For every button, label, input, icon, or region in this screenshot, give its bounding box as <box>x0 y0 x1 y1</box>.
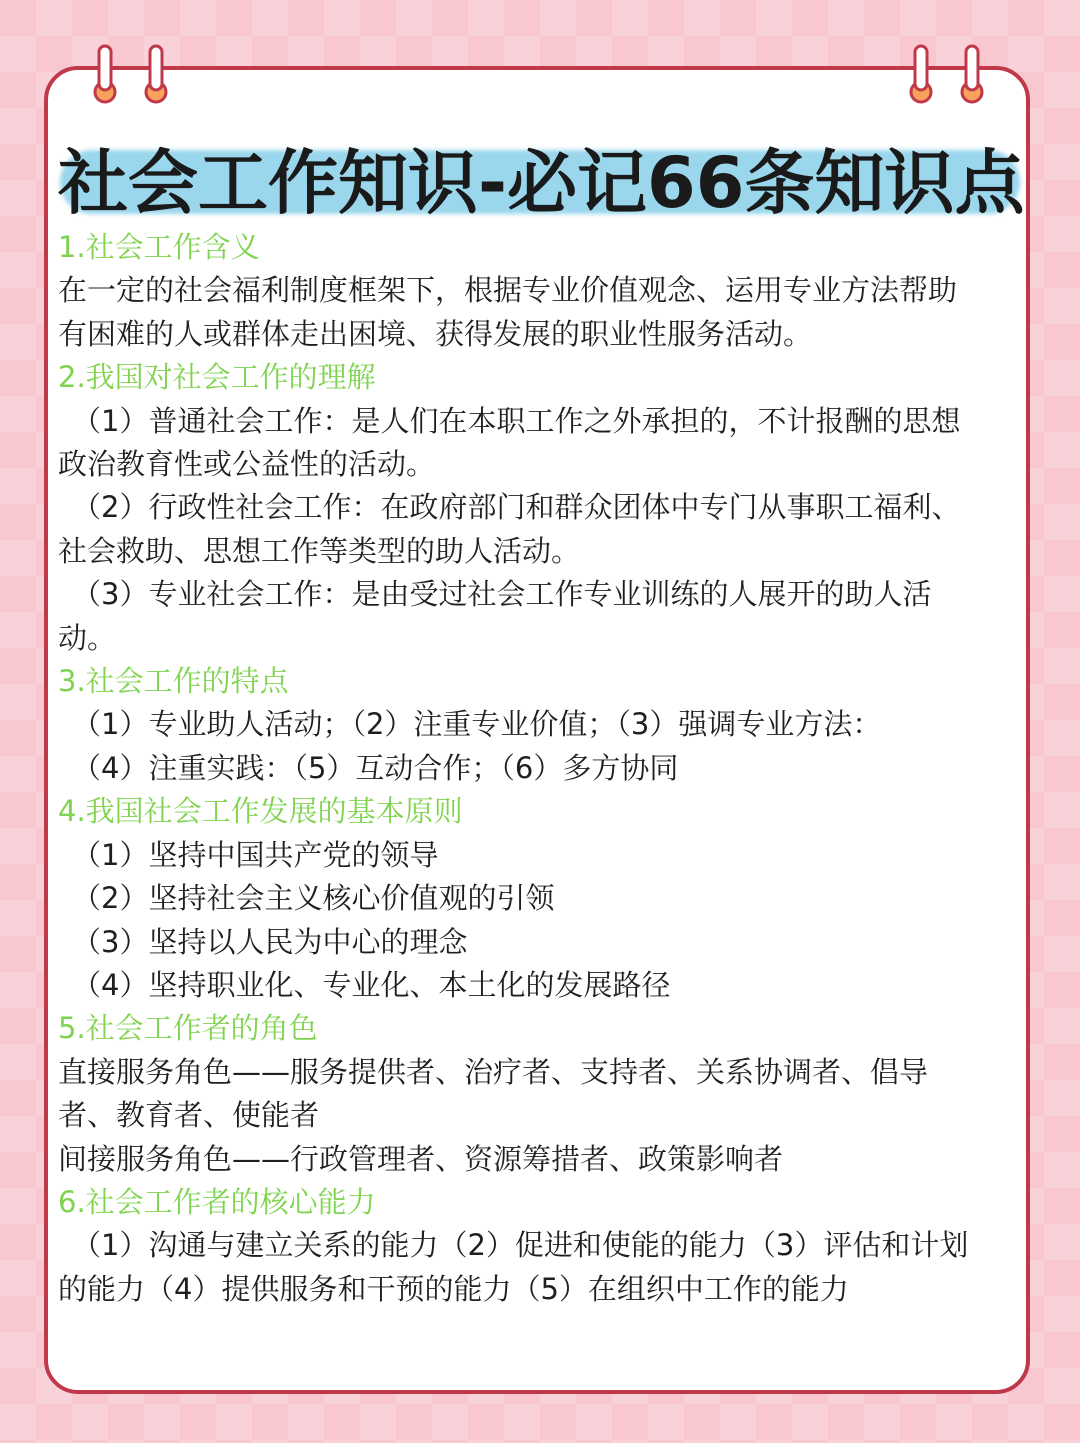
text-line: 政治教育性或公益性的活动。 <box>58 447 436 482</box>
text-line: （1）坚持中国共产党的领导 <box>72 837 439 872</box>
text-line: （2）坚持社会主义核心价值观的引领 <box>72 881 555 916</box>
section-heading: 1.社会工作含义 <box>58 230 260 264</box>
text-line: 者、教育者、使能者 <box>58 1098 320 1133</box>
section-heading: 5.社会工作者的角色 <box>58 1011 318 1046</box>
text-line: （2）行政性社会工作：在政府部门和群众团体中专门从事职工福利、 <box>72 490 961 525</box>
section-heading: 4.我国社会工作发展的基本原则 <box>58 794 463 829</box>
text-line: 动。 <box>58 620 117 655</box>
text-line: （1）普通社会工作：是人们在本职工作之外承担的，不计报酬的思想 <box>72 403 961 438</box>
text-line: （4）坚持职业化、专业化、本土化的发展路径 <box>72 967 671 1002</box>
text-line: 的能力（4）提供服务和干预的能力（5）在组织中工作的能力 <box>58 1271 849 1306</box>
text-line: （1）专业助人活动；（2）注重专业价值；（3）强调专业方法： <box>72 707 882 742</box>
text-line: 直接服务角色——服务提供者、治疗者、支持者、关系协调者、倡导 <box>58 1054 929 1089</box>
text-line: 间接服务角色——行政管理者、资源筹措者、政策影响者 <box>58 1141 784 1176</box>
binder-ring-icon <box>141 44 171 104</box>
text-line: （4）注重实践：（5）互动合作；（6）多方协同 <box>72 750 679 785</box>
text-line: 在一定的社会福利制度框架下，根据专业价值观念、运用专业方法帮助 <box>58 273 958 308</box>
binder-ring-icon <box>906 44 936 104</box>
page-title: 社会工作知识-必记66条知识点 <box>58 142 1025 224</box>
note-content <box>58 226 1018 1311</box>
text-line: 社会救助、思想工作等类型的助人活动。 <box>58 533 581 568</box>
text-line: （3）专业社会工作：是由受过社会工作专业训练的人展开的助人活 <box>72 577 932 612</box>
text-line: 有困难的人或群体走出困境、获得发展的职业性服务活动。 <box>58 316 813 351</box>
section-heading: 3.社会工作的特点 <box>58 664 289 699</box>
text-line: （1）沟通与建立关系的能力（2）促进和使能的能力（3）评估和计划 <box>72 1228 969 1263</box>
text-line: （3）坚持以人民为中心的理念 <box>72 924 468 959</box>
binder-ring-icon <box>90 44 120 104</box>
binder-ring-icon <box>957 44 987 104</box>
section-heading: 6.社会工作者的核心能力 <box>58 1184 376 1219</box>
section-heading: 2.我国对社会工作的理解 <box>58 360 376 395</box>
page-title-block <box>58 138 1025 228</box>
